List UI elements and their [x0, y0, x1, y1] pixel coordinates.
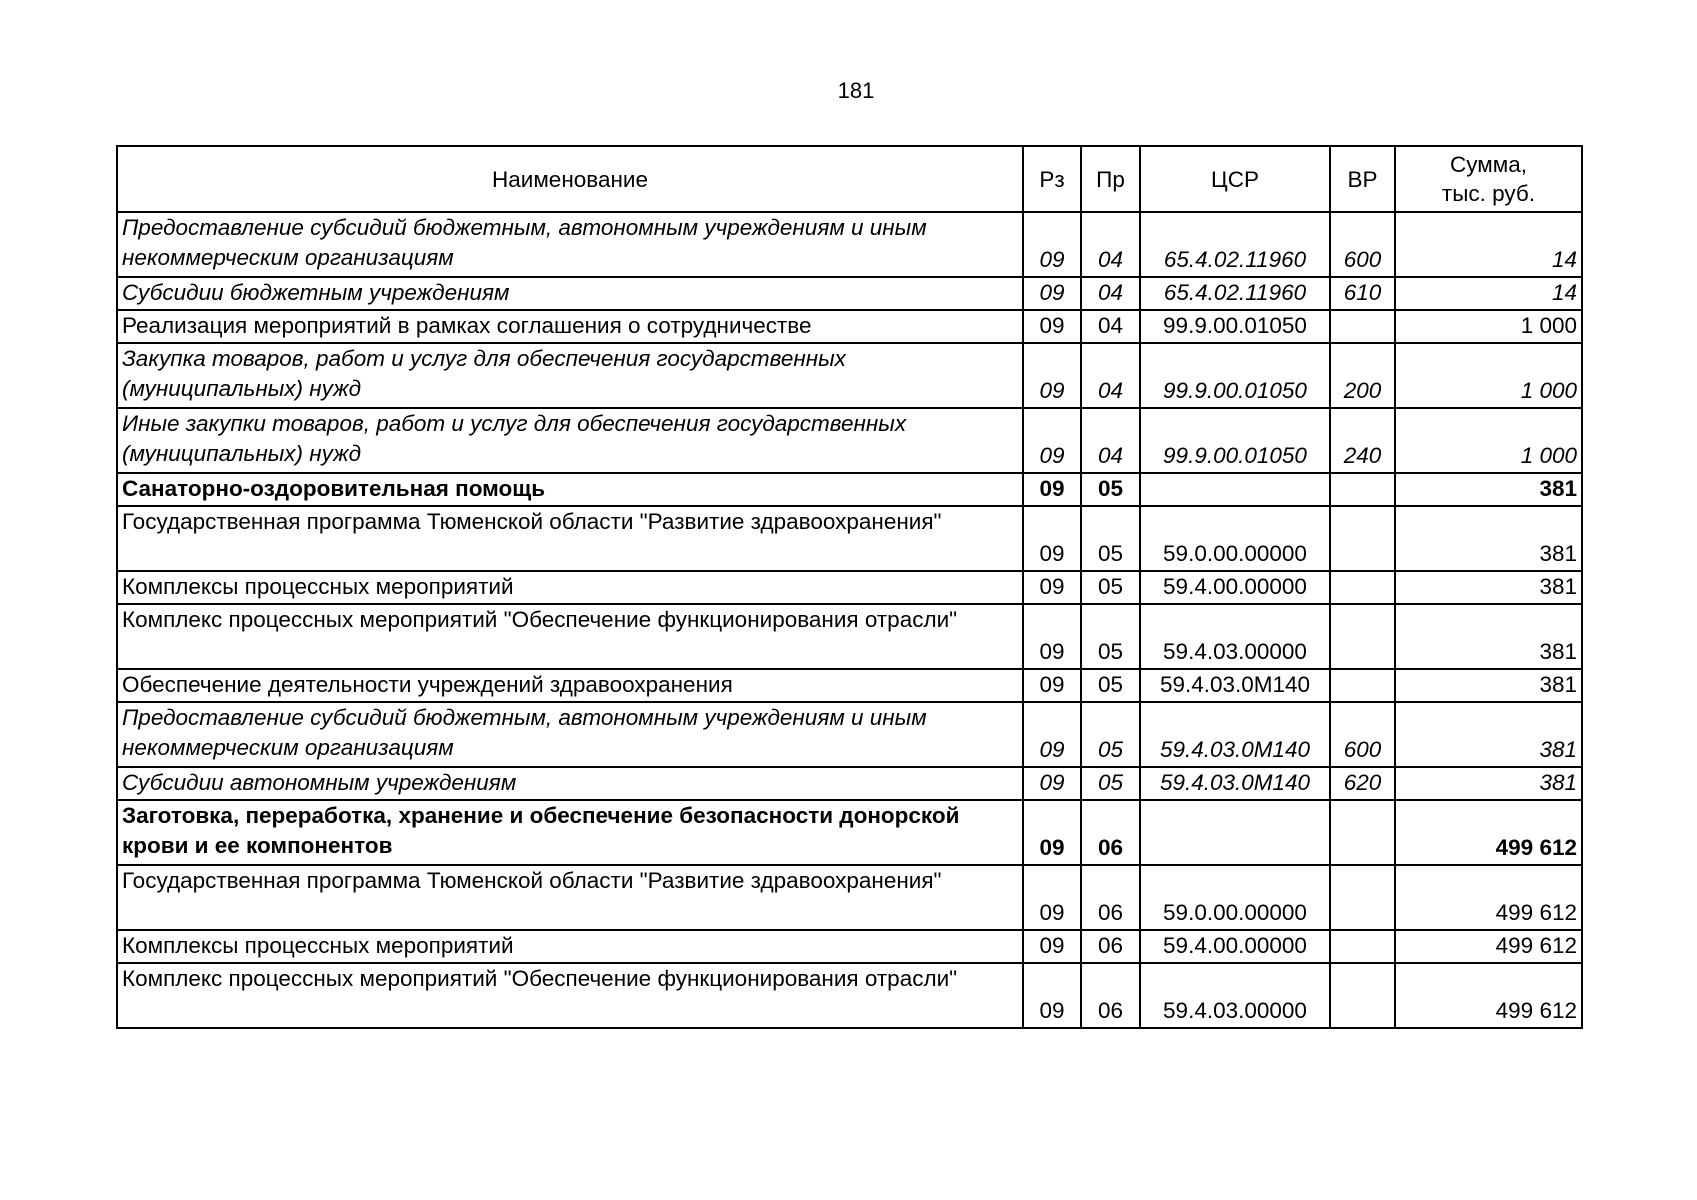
- row-vr: [1330, 865, 1395, 930]
- row-csr: 59.4.03.0М140: [1140, 669, 1330, 702]
- row-pr: 05: [1081, 702, 1140, 767]
- row-rz: 09: [1023, 343, 1081, 408]
- row-name: Санаторно-оздоровительная помощь: [117, 473, 1023, 506]
- row-vr: [1330, 310, 1395, 343]
- row-pr: 04: [1081, 408, 1140, 473]
- row-vr: 200: [1330, 343, 1395, 408]
- row-vr: [1330, 506, 1395, 571]
- header-csr: ЦСР: [1140, 146, 1330, 212]
- row-name: Закупка товаров, работ и услуг для обеспечения государственных (муниципальных) нужд: [117, 343, 1023, 408]
- table-row: [117, 343, 1582, 408]
- row-csr: 59.4.03.0М140: [1140, 767, 1330, 800]
- row-name: Государственная программа Тюменской области "Развитие здравоохранения": [117, 506, 1023, 571]
- row-pr: 04: [1081, 310, 1140, 343]
- row-rz: 09: [1023, 571, 1081, 604]
- header-pr: Пр: [1081, 146, 1140, 212]
- row-name: Комплекс процессных мероприятий "Обеспечение функционирования отрасли": [117, 604, 1023, 669]
- row-sum: 381: [1395, 604, 1582, 669]
- table-header-row: [117, 146, 1582, 212]
- row-csr: 59.4.00.00000: [1140, 571, 1330, 604]
- row-sum: 381: [1395, 571, 1582, 604]
- row-name: Реализация мероприятий в рамках соглашения о сотрудничестве: [117, 310, 1023, 343]
- row-sum: 14: [1395, 212, 1582, 277]
- row-rz: 09: [1023, 212, 1081, 277]
- row-rz: 09: [1023, 767, 1081, 800]
- row-csr: 59.4.03.00000: [1140, 963, 1330, 1028]
- row-name: Заготовка, переработка, хранение и обеспечение безопасности донорской крови и ее компонентов: [117, 800, 1023, 865]
- row-name: Субсидии автономным учреждениям: [117, 767, 1023, 800]
- row-sum: 381: [1395, 669, 1582, 702]
- row-name: Предоставление субсидий бюджетным, автономным учреждениям и иным некоммерческим организациям: [117, 702, 1023, 767]
- table-row: [117, 473, 1582, 506]
- row-name: Иные закупки товаров, работ и услуг для обеспечения государственных (муниципальных) нужд: [117, 408, 1023, 473]
- page-number: 181: [837, 78, 875, 103]
- row-vr: 600: [1330, 702, 1395, 767]
- row-csr: 59.0.00.00000: [1140, 506, 1330, 571]
- table-row: [117, 212, 1582, 277]
- row-name: Предоставление субсидий бюджетным, автономным учреждениям и иным некоммерческим организациям: [117, 212, 1023, 277]
- header-rz: Рз: [1023, 146, 1081, 212]
- table-row: [117, 408, 1582, 473]
- row-sum: 1 000: [1395, 310, 1582, 343]
- row-rz: 09: [1023, 963, 1081, 1028]
- row-rz: 09: [1023, 310, 1081, 343]
- row-csr: 99.9.00.01050: [1140, 310, 1330, 343]
- row-pr: 05: [1081, 767, 1140, 800]
- row-rz: 09: [1023, 930, 1081, 963]
- row-vr: 240: [1330, 408, 1395, 473]
- row-sum: 499 612: [1395, 963, 1582, 1028]
- table-row: [117, 963, 1582, 1028]
- row-name: Обеспечение деятельности учреждений здравоохранения: [117, 669, 1023, 702]
- row-rz: 09: [1023, 702, 1081, 767]
- table-row: [117, 310, 1582, 343]
- budget-table: [116, 145, 1583, 1029]
- header-vr: ВР: [1330, 146, 1395, 212]
- row-csr: 59.4.03.00000: [1140, 604, 1330, 669]
- row-vr: [1330, 930, 1395, 963]
- table-row: [117, 571, 1582, 604]
- row-csr: 65.4.02.11960: [1140, 212, 1330, 277]
- row-vr: [1330, 669, 1395, 702]
- header-name: Наименование: [117, 146, 1023, 212]
- row-vr: [1330, 800, 1395, 865]
- header-sum-line2: тыс. руб.: [1441, 181, 1536, 206]
- row-csr: 59.4.00.00000: [1140, 930, 1330, 963]
- row-sum: 499 612: [1395, 800, 1582, 865]
- row-vr: [1330, 571, 1395, 604]
- row-vr: [1330, 963, 1395, 1028]
- row-name: Государственная программа Тюменской области "Развитие здравоохранения": [117, 865, 1023, 930]
- row-sum: 381: [1395, 506, 1582, 571]
- row-pr: 05: [1081, 571, 1140, 604]
- row-sum: 499 612: [1395, 930, 1582, 963]
- row-pr: 04: [1081, 277, 1140, 310]
- row-pr: 04: [1081, 212, 1140, 277]
- row-rz: 09: [1023, 865, 1081, 930]
- table-row: [117, 930, 1582, 963]
- table-row: [117, 604, 1582, 669]
- row-name: Комплексы процессных мероприятий: [117, 571, 1023, 604]
- row-sum: 381: [1395, 702, 1582, 767]
- row-name: Комплекс процессных мероприятий "Обеспечение функционирования отрасли": [117, 963, 1023, 1028]
- row-sum: 499 612: [1395, 865, 1582, 930]
- row-vr: 610: [1330, 277, 1395, 310]
- row-sum: 1 000: [1395, 408, 1582, 473]
- row-pr: 05: [1081, 604, 1140, 669]
- row-csr: 59.0.00.00000: [1140, 865, 1330, 930]
- row-rz: 09: [1023, 604, 1081, 669]
- row-vr: 600: [1330, 212, 1395, 277]
- row-name: Комплексы процессных мероприятий: [117, 930, 1023, 963]
- row-csr: 99.9.00.01050: [1140, 343, 1330, 408]
- row-pr: 05: [1081, 669, 1140, 702]
- row-vr: 620: [1330, 767, 1395, 800]
- row-sum: 381: [1395, 473, 1582, 506]
- table-row: [117, 669, 1582, 702]
- row-rz: 09: [1023, 506, 1081, 571]
- row-csr: [1140, 800, 1330, 865]
- table-row: [117, 506, 1582, 571]
- header-sum-line1: Сумма,: [1450, 152, 1527, 177]
- row-rz: 09: [1023, 473, 1081, 506]
- table-row: [117, 865, 1582, 930]
- row-pr: 04: [1081, 343, 1140, 408]
- row-sum: 381: [1395, 767, 1582, 800]
- row-csr: 99.9.00.01050: [1140, 408, 1330, 473]
- row-sum: 1 000: [1395, 343, 1582, 408]
- row-pr: 05: [1081, 506, 1140, 571]
- row-pr: 06: [1081, 963, 1140, 1028]
- row-pr: 06: [1081, 930, 1140, 963]
- row-vr: [1330, 604, 1395, 669]
- row-name: Субсидии бюджетным учреждениям: [117, 277, 1023, 310]
- row-rz: 09: [1023, 800, 1081, 865]
- header-sum: [1395, 146, 1582, 212]
- row-csr: 59.4.03.0М140: [1140, 702, 1330, 767]
- row-pr: 06: [1081, 865, 1140, 930]
- row-vr: [1330, 473, 1395, 506]
- row-rz: 09: [1023, 277, 1081, 310]
- row-csr: 65.4.02.11960: [1140, 277, 1330, 310]
- row-rz: 09: [1023, 408, 1081, 473]
- table-row: [117, 277, 1582, 310]
- row-pr: 05: [1081, 473, 1140, 506]
- table-row: [117, 767, 1582, 800]
- row-rz: 09: [1023, 669, 1081, 702]
- table-row: [117, 702, 1582, 767]
- row-pr: 06: [1081, 800, 1140, 865]
- row-csr: [1140, 473, 1330, 506]
- table-row: [117, 800, 1582, 865]
- row-sum: 14: [1395, 277, 1582, 310]
